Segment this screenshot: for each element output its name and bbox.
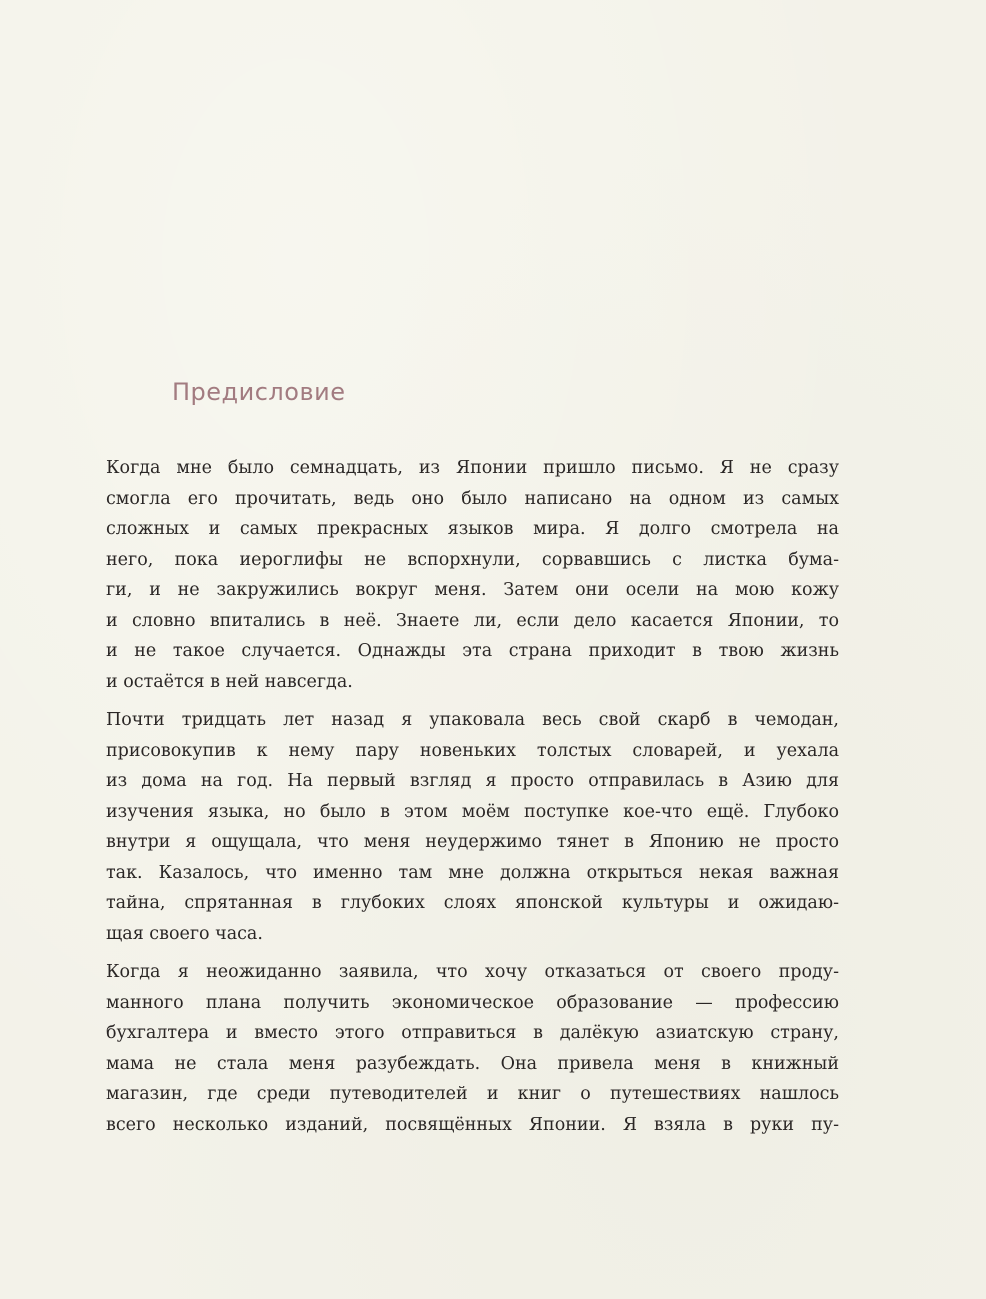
text-line: из дома на год. На первый взгляд я просто отправилась в Азию для: [106, 771, 839, 791]
text-line: сложных и самых прекрасных языков мира. Я долго смотрела на: [106, 519, 839, 539]
text-line: манного плана получить экономическое образование — профессию: [106, 992, 839, 1013]
paragraph-1: [106, 453, 839, 697]
text-line: всего несколько изданий, посвящённых Японии. Я взяла в руки пу-: [106, 1114, 839, 1135]
text-line: присовокупив к нему пару новеньких толстых словарей, и уехала: [106, 740, 839, 761]
text-line: тайна, спрятанная в глубоких слоях японской культуры и ожидаю-: [106, 893, 839, 913]
text-line: ги, и не закружились вокруг меня. Затем они осели на мою кожу: [106, 580, 839, 600]
text-line: бухгалтера и вместо этого отправиться в далёкую азиатскую страну,: [106, 1023, 839, 1043]
text-line: смогла его прочитать, ведь оно было написано на одном из самых: [106, 488, 839, 509]
text-line: Почти тридцать лет назад я упаковала весь свой скарб в чемодан,: [106, 710, 839, 730]
chapter-body: [106, 453, 839, 1148]
chapter-title: Предисловие: [172, 378, 346, 406]
text-line: так. Казалось, что именно там мне должна открыться некая важная: [106, 862, 839, 883]
paragraph-2: [106, 705, 839, 949]
text-line: щая своего часа.: [106, 923, 263, 944]
text-line: мама не стала меня разубеждать. Она привела меня в книжный: [106, 1053, 839, 1074]
text-line: Когда я неожиданно заявила, что хочу отказаться от своего проду-: [106, 962, 839, 982]
text-line: магазин, где среди путеводителей и книг о путешествиях нашлось: [106, 1084, 839, 1104]
text-line: внутри я ощущала, что меня неудержимо тянет в Японию не просто: [106, 832, 839, 852]
text-line: и словно впитались в неё. Знаете ли, если дело касается Японии, то: [106, 610, 839, 631]
text-line: Когда мне было семнадцать, из Японии пришло письмо. Я не сразу: [106, 458, 839, 478]
text-line: и не такое случается. Однажды эта страна приходит в твою жизнь: [106, 641, 839, 661]
text-line: него, пока иероглифы не вспорхнули, сорвавшись с листка бума-: [106, 549, 839, 570]
text-line: и остаётся в ней навсегда.: [106, 671, 353, 692]
paragraph-3: [106, 957, 839, 1140]
text-line: изучения языка, но было в этом моём поступке кое-что ещё. Глубоко: [106, 801, 839, 822]
